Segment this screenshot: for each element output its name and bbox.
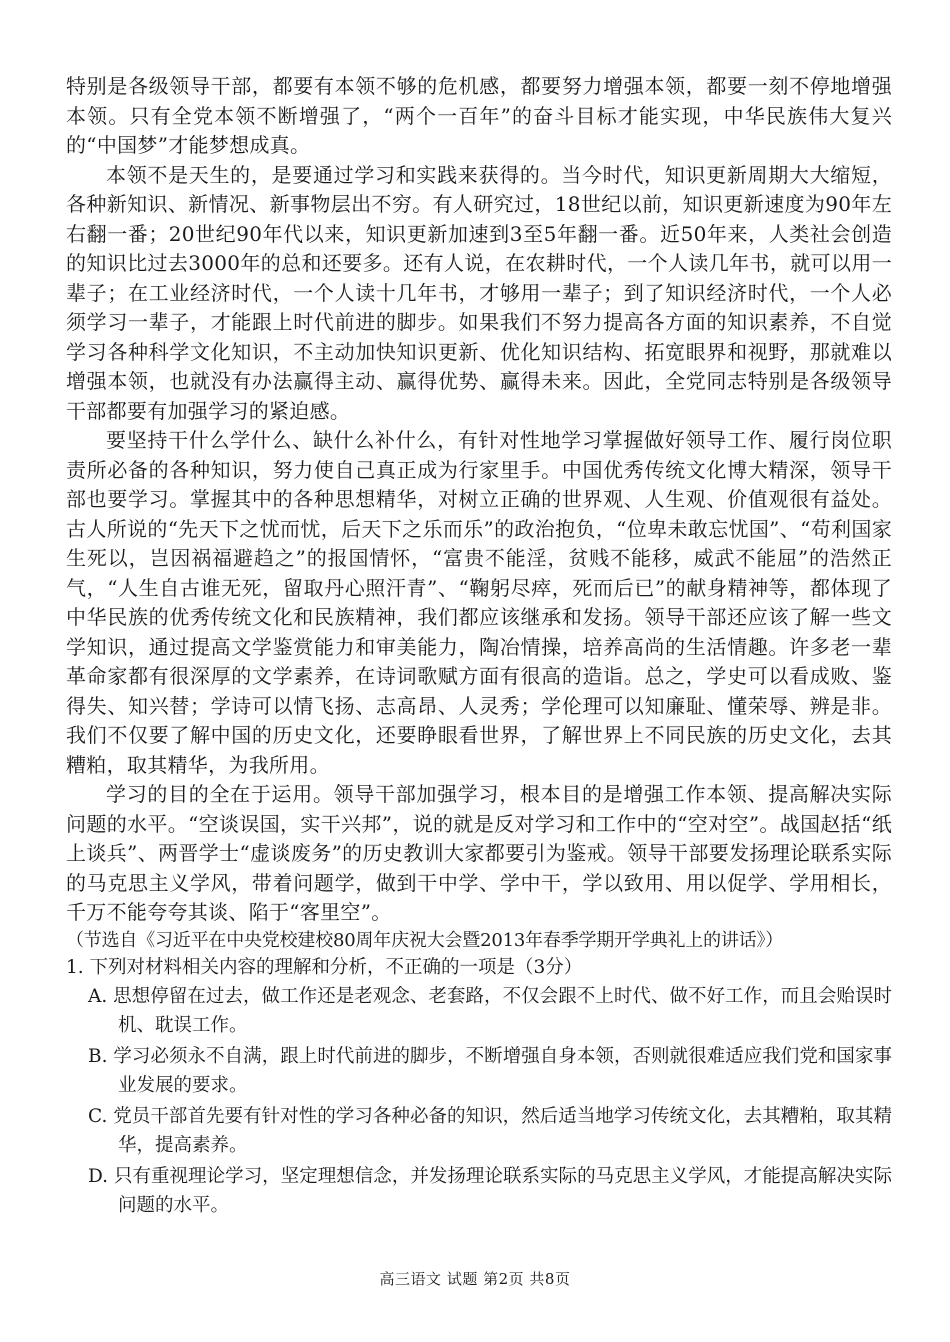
question-1: [66, 954, 892, 1220]
passage-paragraph-4: 学习的目的全在于运用。领导干部加强学习，根本目的是增强工作本领、提高解决实际问题的水平。“空谈误国，实干兴邦”，说的就是反对学习和工作中的“空对空”。战国赵括“纸上谈兵”、两晋学士“虚谈废务”的历史教训大家都要引为鉴戒。领导干部要发扬理论联系实际的马克思主义学风，带着问题学，做到干中学、学中干，学以致用、用以促学、学用相长，千万不能夸夸其谈、陷于“客里空”。: [66, 782, 892, 924]
option-a: A. 思想停留在过去，做工作还是老观念、老套路，不仅会跟不上时代、做不好工作，而且会贻误时机、耽误工作。: [88, 985, 892, 1036]
option-c: C. 党员干部首先要有针对性的学习各种必备的知识，然后适当地学习传统文化，去其糟粕，取其精华，提高素养。: [88, 1105, 892, 1156]
exam-page-content: [66, 72, 892, 1222]
passage-paragraph-2: 本领不是天生的，是要通过学习和实践来获得的。当今时代，知识更新周期大大缩短，各种新知识、新情况、新事物层出不穷。有人研究过，18世纪以前，知识更新速度为90年左右翻一番；20世纪90年代以来，知识更新加速到3至5年翻一番。近50年来，人类社会创造的知识比过去3000年的总和还要多。还有人说，在农耕时代，一个人读几年书，就可以用一辈子；在工业经济时代，一个人读十几年书，才够用一辈子；到了知识经济时代，一个人必须学习一辈子，才能跟上时代前进的脚步。如果我们不努力提高各方面的知识素养，不自觉学习各种科学文化知识，不主动加快知识更新、优化知识结构、拓宽眼界和视野，那就难以增强本领，也就没有办法赢得主动、赢得优势、赢得未来。因此，全党同志特别是各级领导干部都要有加强学习的紧迫感。: [66, 162, 892, 423]
passage-paragraph-1: 特别是各级领导干部，都要有本领不够的危机感，都要努力增强本领，都要一刻不停地增强本领。只有全党本领不断增强了，“两个一百年”的奋斗目标才能实现，中华民族伟大复兴的“中国梦”才能梦想成真。: [66, 74, 892, 157]
passage-source-citation: （节选自《习近平在中央党校建校80周年庆祝大会暨2013年春季学期开学典礼上的讲话》）: [66, 929, 784, 951]
reading-passage: [66, 72, 892, 954]
option-b: B. 学习必须永不自满，跟上时代前进的脚步，不断增强自身本领，否则就很难适应我们党和国家事业发展的要求。: [88, 1045, 892, 1096]
page-footer: 高三语文 试题 第2页 共8页: [379, 1270, 571, 1288]
option-d: D. 只有重视理论学习，坚定理想信念，并发扬理论联系实际的马克思主义学风，才能提高解决实际问题的水平。: [88, 1165, 892, 1216]
question-stem: 1. 下列对材料相关内容的理解和分析，不正确的一项是（3分）: [66, 956, 583, 978]
passage-paragraph-3: 要坚持干什么学什么、缺什么补什么，有针对性地学习掌握做好领导工作、履行岗位职责所必备的各种知识，努力使自己真正成为行家里手。中国优秀传统文化博大精深，领导干部也要学习。掌握其中的各种思想精华，对树立正确的世界观、人生观、价值观很有益处。古人所说的“先天下之忧而忧，后天下之乐而乐”的政治抱负，“位卑未敢忘忧国”、“苟利国家生死以，岂因祸福避趋之”的报国情怀，“富贵不能淫，贫贱不能移，威武不能屈”的浩然正气，“人生自古谁无死，留取丹心照汗青”、“鞠躬尽瘁，死而后已”的献身精神等，都体现了中华民族的优秀传统文化和民族精神，我们都应该继承和发扬。领导干部还应该了解一些文学知识，通过提高文学鉴赏能力和审美能力，陶冶情操，培养高尚的生活情趣。许多老一辈革命家都有很深厚的文学素养，在诗词歌赋方面有很高的造诣。总之，学史可以看成败、鉴得失、知兴替；学诗可以情飞扬、志高昂、人灵秀；学伦理可以知廉耻、懂荣辱、辨是非。我们不仅要了解中国的历史文化，还要睁眼看世界，了解世界上不同民族的历史文化，去其糟粕，取其精华，为我所用。: [66, 428, 892, 777]
